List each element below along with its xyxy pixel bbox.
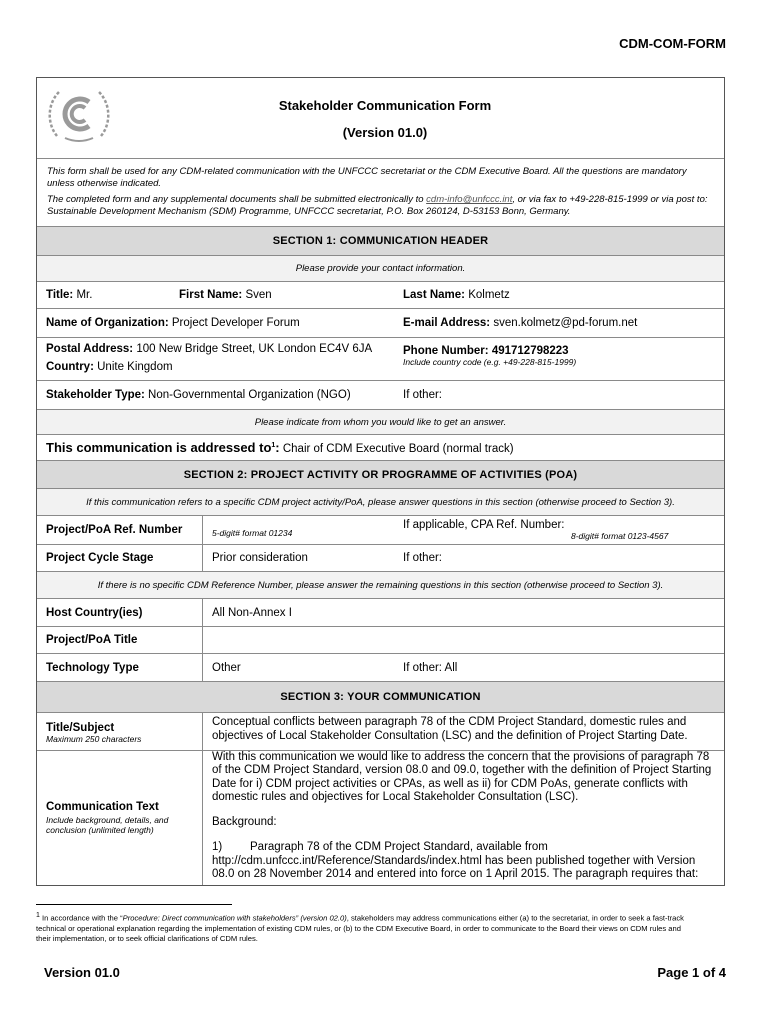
email-field[interactable]: E-mail Address: sven.kolmetz@pd-forum.net: [403, 317, 638, 329]
intro-paragraph-1: This form shall be used for any CDM-related communication with the UNFCCC secretariat or the CDM Executive Board. All the questions are mandatory unless otherwise indicated.: [47, 166, 687, 189]
technology-type-other[interactable]: If other: All: [403, 661, 458, 674]
subject-note: Maximum 250 characters: [46, 734, 142, 744]
title-value: Mr.: [76, 289, 93, 301]
section-2-instruction-2: If there is no specific CDM Reference Number, please answer the remaining questions in this section (otherwise proceed to Section 3).: [37, 571, 724, 598]
name-row: [37, 281, 724, 308]
technology-type-label: Technology Type: [46, 661, 139, 674]
stakeholder-form: [36, 77, 725, 886]
subject-input[interactable]: Conceptual conflicts between paragraph 78 of the CDM Project Standard, domestic rules and objectives of Local Stakeholder Consultation (LSC) and the definition of Project Starting Date.: [202, 713, 724, 750]
intro-p2-after: , or via fax to +49-228-815-1999 or via post to: Sustainable Development Mechanism (SDM) Programme, UNFCCC secretariat, P.O. Box 260124, D-53153 Bonn, Germany.: [47, 194, 708, 217]
form-header: [37, 78, 724, 158]
stakeholder-type-field[interactable]: Stakeholder Type: Non-Governmental Organization (NGO): [46, 389, 351, 401]
footnote-ref: 1: [271, 442, 276, 450]
form-title-block: [127, 78, 724, 158]
last-name-field[interactable]: Last Name: Kolmetz: [403, 289, 510, 301]
form-version: (Version 01.0): [342, 125, 428, 140]
country-value: Unite Kingdom: [97, 361, 173, 373]
project-title-row: [37, 626, 724, 653]
postal-address-field[interactable]: Postal Address: 100 New Bridge Street, UK London EC4V 6JA: [46, 343, 373, 355]
footnote: $^1$ In accordance with the “Procedure: Direct communication with stakeholders” (version 02.0), stakeholders may address communications either (a) to the secretariat, in order to seek a fast-track technical or operational explanation regarding the implementation of existing CDM rules, or (b) to the CDM Executive Board, in order to communicate to the Board their views on CDM rules and their implementation, or to seek official clarifications of CDM rules.: [36, 912, 684, 943]
phone-value: 491712798223: [491, 345, 569, 357]
intro-block: [37, 158, 724, 226]
organization-field[interactable]: Name of Organization: Project Developer Forum: [46, 317, 300, 329]
communication-text-input[interactable]: [202, 751, 724, 885]
host-country-row: [37, 598, 724, 626]
cycle-stage-select[interactable]: Prior consideration: [202, 545, 394, 571]
section-1-prefix: SECTION 1:: [272, 235, 340, 247]
section-3-prefix: SECTION 3:: [280, 691, 348, 703]
postal-address-value: 100 New Bridge Street, UK London EC4V 6JA: [136, 343, 373, 355]
intro-paragraph-2: [47, 194, 714, 217]
communication-text-note: Include background, details, and conclusion (unlimited length): [46, 815, 169, 835]
first-name-value: Sven: [245, 289, 272, 301]
phone-field[interactable]: Phone Number: 491712798223: [403, 345, 569, 357]
section-2-prefix: SECTION 2:: [183, 468, 251, 481]
host-country-select[interactable]: All Non-Annex I: [202, 599, 724, 626]
stakeholder-other-field[interactable]: If other:: [403, 389, 442, 401]
last-name-value: Kolmetz: [468, 289, 510, 301]
answer-instruction: Please indicate from whom you would like to get an answer.: [37, 409, 724, 434]
ref-number-label: Project/PoA Ref. Number: [46, 524, 183, 536]
phone-note: Include country code (e.g. +49-228-815-1999): [403, 357, 577, 367]
footer-page-number: Page 1 of 4: [657, 965, 726, 980]
unfccc-logo-icon: [45, 84, 113, 146]
document-code: CDM-COM-FORM: [619, 36, 726, 51]
first-name-field[interactable]: First Name: Sven: [179, 289, 272, 301]
section-2-title: PROJECT ACTIVITY OR PROGRAMME OF ACTIVITIES (POA): [250, 468, 578, 481]
project-title-input[interactable]: [202, 627, 724, 653]
communication-text-row: [37, 750, 724, 885]
email-value: sven.kolmetz@pd-forum.net: [493, 317, 638, 329]
communication-text-label: Communication Text: [46, 801, 159, 813]
country-field[interactable]: Country: Unite Kingdom: [46, 361, 173, 373]
cycle-stage-label: Project Cycle Stage: [46, 552, 154, 564]
section-3-header: [37, 681, 724, 712]
ref-number-input[interactable]: 5-digit# format 01234: [202, 516, 394, 544]
communication-paragraph-1: With this communication we would like to address the concern that the provisions of paragraph 78 of the CDM Project Standard, version 08.0 and 09.0, together with the definition of Project Starting Date for i) CDM project activities or CPAs, as well as ii) for CDM PoAs, generate conflicts with domestic rules and objectives for Local Stakeholder Consultation (LSC).: [212, 751, 712, 803]
intro-p2-before: The completed form and any supplemental documents shall be submitted electronically to: [47, 194, 427, 205]
section-2-instruction: If this communication refers to a specific CDM project activity/PoA, please answer questions in this section (otherwise proceed to Section 3).: [37, 488, 724, 515]
cpa-ref-input[interactable]: [394, 516, 724, 544]
section-1-header: [37, 226, 724, 255]
section-2-header: [37, 460, 724, 488]
subject-row: [37, 712, 724, 750]
technology-type-select[interactable]: Other: [202, 654, 394, 681]
project-title-label: Project/PoA Title: [46, 634, 138, 646]
footnote-separator: [36, 904, 232, 905]
stakeholder-type-value: Non-Governmental Organization (NGO): [148, 389, 351, 401]
subject-label: Title/Subject: [46, 722, 115, 734]
communication-paragraph-2: Background:: [212, 816, 277, 829]
unfccc-logo: [37, 78, 127, 158]
communication-paragraph-3: 1) Paragraph 78 of the CDM Project Standard, available from http://cdm.unfccc.int/Reference/Standards/index.html has been published together with Version 08.0 on 28 November 2014 and entered into force on 1 April 2015. The paragraph requires that:: [212, 841, 699, 881]
host-country-label: Host Country(ies): [46, 606, 143, 619]
section-1-instruction: Please provide your contact information.: [37, 255, 724, 281]
footer-version: Version 01.0: [44, 965, 120, 980]
section-3-title: YOUR COMMUNICATION: [347, 691, 481, 703]
addressed-to-field[interactable]: This communication is addressed $to^1$: Chair of CDM Executive Board (normal track): [46, 440, 514, 455]
cpa-ref-label: If applicable, CPA Ref. Number:: [403, 519, 565, 531]
title-field[interactable]: Title: Mr.: [46, 289, 93, 301]
cycle-stage-other[interactable]: If other:: [403, 552, 442, 564]
cycle-stage-row: [37, 544, 724, 571]
addressed-to-value: Chair of CDM Executive Board (normal track): [282, 443, 514, 455]
technology-type-row: [37, 653, 724, 681]
addressed-row: [37, 434, 724, 460]
ref-number-row: [37, 515, 724, 544]
cdm-info-email-link[interactable]: cdm-info@unfccc.int: [426, 194, 513, 205]
org-row: [37, 308, 724, 337]
section-1-title: COMMUNICATION HEADER: [339, 235, 489, 247]
organization-value: Project Developer Forum: [171, 317, 300, 329]
form-title: Stakeholder Communication Form: [278, 98, 492, 113]
stakeholder-row: [37, 380, 724, 409]
cpa-format-note: 8-digit# format 0123-4567: [571, 531, 669, 541]
address-row: [37, 337, 724, 380]
